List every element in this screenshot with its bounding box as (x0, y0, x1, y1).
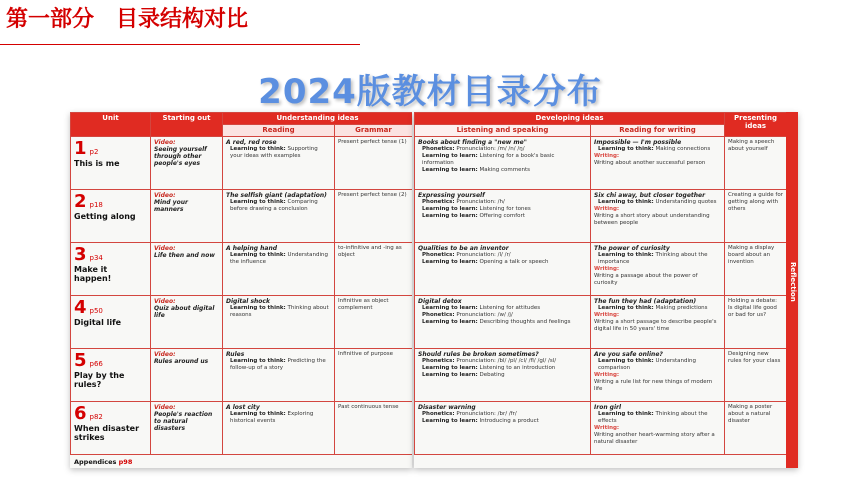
reading-title: A red, red rose (226, 139, 277, 146)
skill-label: Learning to learn: (422, 418, 478, 424)
grammar-cell: Infinitive of purpose (335, 349, 413, 402)
unit-title: Play by the rules? (74, 371, 125, 389)
listening-skill (418, 252, 587, 259)
listening-skill (418, 206, 587, 213)
reading-title: A lost city (226, 404, 260, 411)
skill-text: Listening for attitudes (479, 305, 541, 311)
unit-page-number: p18 (89, 201, 103, 209)
unit-cell (71, 190, 151, 243)
writing-label: Writing: (594, 312, 620, 318)
reading-cell (223, 349, 335, 402)
rw-think (594, 358, 721, 372)
rw-title: Iron girl (594, 404, 622, 411)
reading-skill (226, 411, 331, 425)
skill-text: Thinking about the importance (598, 252, 708, 265)
reading-skill (226, 358, 331, 372)
table-row (415, 137, 787, 190)
unit-number-line (74, 298, 147, 318)
skill-label: Phonetics: (422, 358, 455, 364)
skill-label: Learning to learn: (422, 259, 478, 265)
toc-table-left (70, 112, 412, 455)
skill-text: Pronunciation: /bl/ /pl/ /cl/ /fl/ /gl/ /sl/ (456, 358, 557, 364)
skill-text: Thinking about the effects (598, 411, 708, 424)
skill-text: Listening for tones (479, 206, 531, 212)
skill-label: Learning to think: (230, 252, 286, 258)
listening-skill (418, 199, 587, 206)
skill-text: Debating (479, 372, 505, 378)
unit-number-line (74, 139, 147, 159)
skill-text: Predicting the follow-up of a story (230, 358, 326, 371)
skill-label: Learning to think: (598, 305, 654, 311)
video-label: Video: (154, 404, 176, 411)
table-row (415, 402, 787, 455)
col-header-unit: Unit (71, 113, 151, 137)
reading-writing-cell (591, 349, 725, 402)
unit-page-number: p2 (89, 148, 99, 156)
appendices-label: Appendices (74, 458, 117, 466)
skill-label: Learning to think: (598, 411, 654, 417)
starting-out-cell (151, 137, 223, 190)
presenting-cell: Creating a guide for getting along with others (725, 190, 787, 243)
video-title: Quiz about digital life (154, 305, 215, 319)
skill-label: Learning to think: (230, 146, 286, 152)
grammar-cell: to-infinitive and -ing as object (335, 243, 413, 296)
unit-number-line (74, 351, 147, 371)
listening-skill (418, 259, 587, 266)
skill-label: Learning to think: (598, 358, 654, 364)
skill-label: Learning to learn: (422, 305, 478, 311)
writing-text: Writing a passage about the power of curiosity (594, 273, 698, 286)
table-row (71, 137, 413, 190)
unit-cell (71, 402, 151, 455)
writing-text: Writing a short passage to describe people's digital life in 50 years' time (594, 319, 717, 332)
video-title: People's reaction to natural disasters (154, 411, 213, 432)
reading-skill (226, 146, 331, 160)
video-label: Video: (154, 351, 176, 358)
unit-cell (71, 243, 151, 296)
col-header-starting-out: Starting out (151, 113, 223, 137)
table-row (71, 190, 413, 243)
col-header-understanding: Understanding ideas (223, 113, 413, 125)
unit-number: 6 (74, 403, 87, 424)
col-header-grammar: Grammar (335, 125, 413, 137)
skill-label: Learning to think: (230, 358, 286, 364)
reading-writing-cell (591, 402, 725, 455)
reading-title: A helping hand (226, 245, 278, 252)
listening-title: Books about finding a "new me" (418, 139, 527, 146)
unit-number: 5 (74, 350, 87, 371)
skill-label: Learning to think: (598, 146, 654, 152)
table-row (415, 190, 787, 243)
listening-skill (418, 411, 587, 418)
skill-text: Pronunciation: /l/ /r/ (456, 252, 511, 258)
listening-title: Disaster warning (418, 404, 476, 411)
presenting-cell: Making a display board about an invention (725, 243, 787, 296)
col-header-reading: Reading (223, 125, 335, 137)
writing-label: Writing: (594, 425, 620, 431)
rw-think (594, 146, 721, 153)
presenting-cell: Making a speech about yourself (725, 137, 787, 190)
listening-cell (415, 349, 591, 402)
skill-label: Learning to learn: (422, 167, 478, 173)
unit-number: 2 (74, 191, 87, 212)
skill-text: Pronunciation: /h/ (456, 199, 505, 205)
skill-label: Phonetics: (422, 146, 455, 152)
listening-title: Should rules be broken sometimes? (418, 351, 539, 358)
reflection-label: Reflection (789, 262, 797, 302)
video-title: Seeing yourself through other people's eyes (154, 146, 207, 167)
reading-title: The selfish giant (adaptation) (226, 192, 327, 199)
reading-cell (223, 137, 335, 190)
right-table-body (415, 137, 787, 455)
listening-cell (415, 243, 591, 296)
reading-cell (223, 243, 335, 296)
col-header-presenting: Presenting ideas (725, 113, 787, 137)
writing-text: Writing about another successful person (594, 160, 706, 166)
reading-cell (223, 190, 335, 243)
reading-cell (223, 402, 335, 455)
section-title: 第一部分 目录结构对比 (6, 7, 249, 32)
skill-label: Learning to learn: (422, 365, 478, 371)
skill-label: Learning to think: (598, 252, 654, 258)
writing-text: Writing a rule list for new things of modern life (594, 379, 713, 392)
skill-text: Making connections (655, 146, 711, 152)
video-title: Mind your manners (154, 199, 188, 213)
skill-label: Learning to think: (230, 199, 286, 205)
skill-label: Learning to learn: (422, 206, 478, 212)
skill-text: Listening for a book's basic information (422, 153, 555, 166)
skill-label: Learning to learn: (422, 213, 478, 219)
appendices-page: p98 (118, 458, 133, 466)
unit-page-number: p82 (89, 413, 103, 421)
rw-think (594, 252, 721, 266)
unit-number-line (74, 245, 147, 265)
listening-skill (418, 418, 587, 425)
col-header-reading-writing: Reading for writing (591, 125, 725, 137)
header-underline (0, 44, 360, 45)
starting-out-cell (151, 402, 223, 455)
skill-text: Pronunciation: /br/ /fr/ (456, 411, 517, 417)
starting-out-cell (151, 190, 223, 243)
listening-skill (418, 358, 587, 365)
rw-title: Six chi away, but closer together (594, 192, 706, 199)
rw-think (594, 411, 721, 425)
reading-writing-cell (591, 243, 725, 296)
toc-table-right (414, 112, 787, 455)
skill-text: Making predictions (655, 305, 708, 311)
listening-skill (418, 305, 587, 312)
table-row (415, 349, 787, 402)
rw-title: The fun they had (adaptation) (594, 298, 697, 305)
grammar-cell: Present perfect tense (1) (335, 137, 413, 190)
video-label: Video: (154, 192, 176, 199)
listening-title: Digital detox (418, 298, 462, 305)
main-title: 2024版教材目录分布 (258, 72, 602, 112)
starting-out-cell (151, 296, 223, 349)
skill-label: Learning to learn: (422, 372, 478, 378)
table-row (71, 243, 413, 296)
listening-cell (415, 402, 591, 455)
listening-skill (418, 372, 587, 379)
writing-text: Writing another heart-warming story after a natural disaster (594, 432, 715, 445)
listening-skill (418, 312, 587, 319)
col-header-listening: Listening and speaking (415, 125, 591, 137)
writing-label: Writing: (594, 372, 620, 378)
skill-text: Understanding the influence (230, 252, 329, 265)
presenting-cell: Designing new rules for your class (725, 349, 787, 402)
starting-out-cell (151, 243, 223, 296)
presenting-cell: Making a poster about a natural disaster (725, 402, 787, 455)
reading-writing-cell (591, 137, 725, 190)
unit-cell (71, 137, 151, 190)
grammar-cell: Past continuous tense (335, 402, 413, 455)
reading-title: Rules (226, 351, 245, 358)
unit-number-line (74, 404, 147, 424)
toc-page-right (414, 112, 798, 468)
listening-skill (418, 146, 587, 153)
unit-title: Getting along (74, 212, 136, 221)
skill-text: Thinking about reasons (230, 305, 329, 318)
unit-cell (71, 296, 151, 349)
unit-cell (71, 349, 151, 402)
listening-title: Qualities to be an inventor (418, 245, 509, 252)
unit-title: This is me (74, 159, 120, 168)
unit-number: 3 (74, 244, 87, 265)
header-bar (0, 0, 860, 46)
unit-title: When disaster strikes (74, 424, 140, 442)
unit-title: Digital life (74, 318, 121, 327)
unit-number: 1 (74, 138, 87, 159)
grammar-cell: Present perfect tense (2) (335, 190, 413, 243)
skill-text: Listening to an introduction (479, 365, 556, 371)
reading-writing-cell (591, 190, 725, 243)
table-row (415, 296, 787, 349)
writing-label: Writing: (594, 206, 620, 212)
reading-skill (226, 305, 331, 319)
unit-page-number: p34 (89, 254, 103, 262)
skill-text: Pronunciation: /m/ /n/ /ŋ/ (456, 146, 525, 152)
writing-text: Writing a short story about understanding between people (594, 213, 710, 226)
video-title: Rules around us (154, 358, 209, 365)
video-label: Video: (154, 139, 176, 146)
skill-text: Pronunciation: /w/ /j/ (456, 312, 513, 318)
presenting-cell: Holding a debate: Is digital life good or bad for us? (725, 296, 787, 349)
reading-skill (226, 252, 331, 266)
skill-text: Understanding quotes (655, 199, 717, 205)
video-label: Video: (154, 298, 176, 305)
col-header-developing: Developing ideas (415, 113, 725, 125)
rw-title: The power of curiosity (594, 245, 670, 252)
table-row (71, 402, 413, 455)
listening-skill (418, 153, 587, 167)
skill-text: Introducing a product (479, 418, 539, 424)
skill-label: Learning to learn: (422, 153, 478, 159)
appendices-line (70, 455, 412, 468)
table-row (415, 243, 787, 296)
rw-title: Are you safe online? (594, 351, 663, 358)
listening-skill (418, 167, 587, 174)
skill-text: Understanding comparison (598, 358, 697, 371)
reflection-tab (786, 112, 798, 468)
rw-title: Impossible — I'm possible (594, 139, 682, 146)
skill-label: Learning to think: (598, 199, 654, 205)
reading-title: Digital shock (226, 298, 270, 305)
skill-label: Phonetics: (422, 411, 455, 417)
rw-think (594, 199, 721, 206)
skill-text: Supporting your ideas with examples (230, 146, 318, 159)
reading-writing-cell (591, 296, 725, 349)
grammar-cell: Infinitive as object complement (335, 296, 413, 349)
left-table-body (71, 137, 413, 455)
skill-label: Phonetics: (422, 199, 455, 205)
skill-label: Learning to think: (230, 411, 286, 417)
starting-out-cell (151, 349, 223, 402)
unit-page-number: p66 (89, 360, 103, 368)
skill-label: Phonetics: (422, 312, 455, 318)
listening-cell (415, 137, 591, 190)
listening-cell (415, 296, 591, 349)
skill-text: Making comments (479, 167, 531, 173)
video-title: Life then and now (154, 252, 215, 259)
listening-title: Expressing yourself (418, 192, 485, 199)
reading-cell (223, 296, 335, 349)
unit-number: 4 (74, 297, 87, 318)
skill-text: Opening a talk or speech (479, 259, 549, 265)
skill-label: Phonetics: (422, 252, 455, 258)
listening-skill (418, 213, 587, 220)
unit-number-line (74, 192, 147, 212)
skill-label: Learning to think: (230, 305, 286, 311)
writing-label: Writing: (594, 266, 620, 272)
unit-title: Make it happen! (74, 265, 112, 283)
video-label: Video: (154, 245, 176, 252)
table-row (71, 349, 413, 402)
skill-text: Exploring historical events (230, 411, 314, 424)
skill-text: Comparing before drawing a conclusion (230, 199, 318, 212)
skill-text: Describing thoughts and feelings (479, 319, 571, 325)
reading-skill (226, 199, 331, 213)
table-row (71, 296, 413, 349)
listening-skill (418, 365, 587, 372)
skill-label: Learning to learn: (422, 319, 478, 325)
rw-think (594, 305, 721, 312)
listening-cell (415, 190, 591, 243)
writing-label: Writing: (594, 153, 620, 159)
toc-page-left (70, 112, 412, 468)
skill-text: Offering comfort (479, 213, 525, 219)
unit-page-number: p50 (89, 307, 103, 315)
listening-skill (418, 319, 587, 326)
